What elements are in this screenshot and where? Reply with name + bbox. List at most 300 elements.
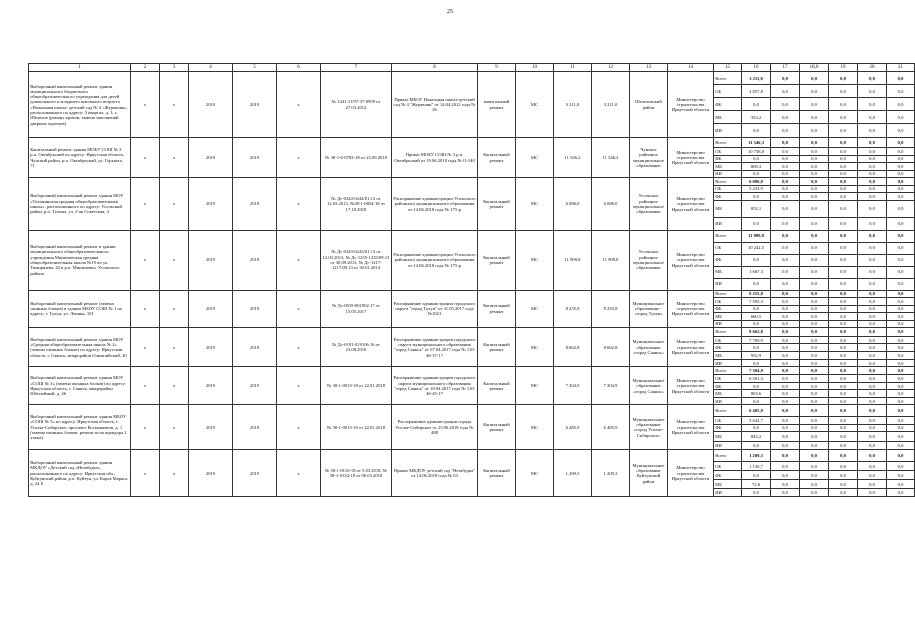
funding-year-value: 0,0 xyxy=(858,217,887,230)
funding-year-value: 0,0 xyxy=(829,450,858,462)
funding-year-value: 0,0 xyxy=(771,178,800,185)
funding-total: 0,0 xyxy=(742,359,771,366)
column-number: 20 xyxy=(858,64,887,72)
funding-year-value: 0,0 xyxy=(829,193,858,200)
funding-source: ФБ xyxy=(714,424,742,431)
funding-year-value: 0,0 xyxy=(829,432,858,442)
funding-year-value: 0,0 xyxy=(800,266,829,278)
funding-source: Всего xyxy=(714,178,742,185)
funding-year-value: 0,0 xyxy=(858,320,887,327)
funding-year-value: 0,0 xyxy=(829,337,858,344)
funding-year-value: 0,0 xyxy=(771,298,800,305)
funding-source: ФБ xyxy=(714,344,742,351)
funding-source: ИИ xyxy=(714,359,742,366)
funding-year-value: 0,0 xyxy=(829,462,858,471)
funding-year-value: 0,0 xyxy=(887,124,915,138)
funding-source: Всего xyxy=(714,138,742,148)
project-work: Капитальный ремонт xyxy=(478,230,516,290)
funding-total: 7 595,3 xyxy=(742,298,771,305)
funding-year-value: 0,0 xyxy=(800,328,829,337)
funding-source: ФБ xyxy=(714,305,742,312)
funding-year-value: 0,0 xyxy=(858,405,887,417)
project-v11: 8 255,8 xyxy=(554,290,592,327)
column-number: 19 xyxy=(829,64,858,72)
funding-year-value: 0,0 xyxy=(829,170,858,177)
project-c2: х xyxy=(131,290,160,327)
funding-year-value: 0,0 xyxy=(858,489,887,497)
funding-year-value: 0,0 xyxy=(858,290,887,297)
funding-year-value: 0,0 xyxy=(887,148,915,155)
funding-year-value: 0,0 xyxy=(771,344,800,351)
funding-year-value: 0,0 xyxy=(771,185,800,192)
funding-year-value: 0,0 xyxy=(858,111,887,124)
funding-source: ОБ xyxy=(714,298,742,305)
project-v12: 6 485,9 xyxy=(592,405,630,450)
project-decision: Приказ МОБУ СОШ № 3 р.п. Октябрьский от 19.06.2018 года № О-140 xyxy=(392,138,478,178)
funding-total: 5 233,9 xyxy=(742,185,771,192)
column-number: 13 xyxy=(630,64,668,72)
project-c4: 2019 xyxy=(189,367,233,405)
funding-total: 11 546,3 xyxy=(742,138,771,148)
funding-year-value: 0,0 xyxy=(800,344,829,351)
funding-year-value: 0,0 xyxy=(771,480,800,489)
project-docs: № Дс-0244-0244/01.13 от 12.03.2013, №38-1-0854-18 от 17.10.2018 xyxy=(321,178,392,230)
column-number: 16 xyxy=(742,64,771,72)
column-number: 1 xyxy=(29,64,131,72)
project-c5: 2019 xyxy=(233,290,277,327)
funding-year-value: 0,0 xyxy=(887,85,915,98)
funding-total: 6 086,0 xyxy=(742,178,771,185)
funding-year-value: 0,0 xyxy=(858,185,887,192)
funding-year-value: 0,0 xyxy=(858,230,887,242)
column-number: 12 xyxy=(592,64,630,72)
project-muni: Муниципальное образование «город Усолье-Сибирское» xyxy=(630,405,668,450)
capital-repair-table xyxy=(28,63,915,497)
funding-year-value: 0,0 xyxy=(800,230,829,242)
funding-year-value: 0,0 xyxy=(858,313,887,320)
funding-year-value: 0,0 xyxy=(771,124,800,138)
funding-year-value: 0,0 xyxy=(887,375,915,382)
funding-year-value: 0,0 xyxy=(800,450,829,462)
project-muni: Чунское районное муниципальное образование xyxy=(630,138,668,178)
funding-year-value: 0,0 xyxy=(800,359,829,366)
funding-year-value: 0,0 xyxy=(887,382,915,389)
funding-year-value: 0,0 xyxy=(829,200,858,217)
funding-year-value: 0,0 xyxy=(829,405,858,417)
project-c3: х xyxy=(160,178,189,230)
funding-year-value: 0,0 xyxy=(771,98,800,111)
project-name: Выборочный капитальный ремонт здания муниципального бюджетного общеобразовательного учреждения для детей дошкольного и младшего школьного возраста «Начальная школа- детский сад № 4 «Журавлик», расположенного по адресу: 3 квартал, д. 3, г. Шелехов (ремонт кровли, замена заполнений дверных проемов) xyxy=(29,72,131,138)
project-c4: 2019 xyxy=(189,328,233,367)
table-body xyxy=(29,64,915,497)
funding-year-value: 0,0 xyxy=(858,305,887,312)
project-work: Капитальный ремонт xyxy=(478,405,516,450)
funding-year-value: 0,0 xyxy=(829,328,858,337)
funding-source: ИИ xyxy=(714,124,742,138)
project-c4: 2019 xyxy=(189,178,233,230)
funding-total: 1 209,3 xyxy=(742,450,771,462)
funding-year-value: 0,0 xyxy=(829,344,858,351)
project-ministry: Министерство строительства Иркутской области xyxy=(668,290,714,327)
funding-year-value: 0,0 xyxy=(887,178,915,185)
funding-year-value: 0,0 xyxy=(887,344,915,351)
funding-year-value: 0,0 xyxy=(858,242,887,254)
funding-source: ИИ xyxy=(714,278,742,290)
funding-source: ФБ xyxy=(714,254,742,266)
funding-year-value: 0,0 xyxy=(858,138,887,148)
funding-year-value: 0,0 xyxy=(858,432,887,442)
funding-total: 0,0 xyxy=(742,382,771,389)
funding-year-value: 0,0 xyxy=(829,417,858,424)
column-number: 18,0 xyxy=(800,64,829,72)
project-decision: Приказ МКДОУ детский сад "Незабудка" от 14.06.2018 года № 63 xyxy=(392,450,478,497)
funding-year-value: 0,0 xyxy=(771,367,800,375)
project-docs: № 38-1-0110-18 от 5.03.2018, № 38-1-0134-18 от 06.03.2018 xyxy=(321,450,392,497)
funding-year-value: 0,0 xyxy=(887,442,915,450)
funding-year-value: 0,0 xyxy=(858,193,887,200)
funding-year-value: 0,0 xyxy=(858,471,887,480)
funding-year-value: 0,0 xyxy=(829,98,858,111)
column-number: 8 xyxy=(392,64,478,72)
column-number: 11 xyxy=(554,64,592,72)
funding-year-value: 0,0 xyxy=(858,170,887,177)
project-c3: х xyxy=(160,328,189,367)
project-c6: х xyxy=(277,290,321,327)
project-decision: Распоряжение администрации Усольского районного муниципального образования от 14.06.2018 года № 175-р xyxy=(392,230,478,290)
funding-year-value: 0,0 xyxy=(800,390,829,397)
funding-source: МБ xyxy=(714,390,742,397)
funding-year-value: 0,0 xyxy=(829,155,858,162)
project-muni: Усольское районное муниципальное образование xyxy=(630,178,668,230)
funding-year-value: 0,0 xyxy=(887,462,915,471)
funding-source: Всего xyxy=(714,230,742,242)
funding-year-value: 0,0 xyxy=(829,320,858,327)
funding-year-value: 0,0 xyxy=(829,489,858,497)
funding-source: Всего xyxy=(714,450,742,462)
project-c3: х xyxy=(160,230,189,290)
project-muni: Шелеховский район xyxy=(630,72,668,138)
project-c6: х xyxy=(277,178,321,230)
project-v11: 8 662,8 xyxy=(554,328,592,367)
funding-year-value: 0,0 xyxy=(858,344,887,351)
funding-year-value: 0,0 xyxy=(771,278,800,290)
project-ministry: Министерство строительства Иркутской области xyxy=(668,328,714,367)
funding-year-value: 0,0 xyxy=(800,85,829,98)
funding-year-value: 0,0 xyxy=(771,313,800,320)
project-name: Выборочный капитальный ремонт здания МОУ «СОШ № 3» (замена оконных блоков) по адресу: Иркутская область, г. Саянск, микрорайон Юбилейный, д. 46 xyxy=(29,367,131,405)
project-c6: х xyxy=(277,328,321,367)
funding-total: 0,0 xyxy=(742,489,771,497)
funding-year-value: 0,0 xyxy=(771,242,800,254)
funding-year-value: 0,0 xyxy=(858,367,887,375)
funding-source: ОБ xyxy=(714,462,742,471)
project-c6: х xyxy=(277,367,321,405)
funding-source: ФБ xyxy=(714,382,742,389)
funding-year-value: 0,0 xyxy=(858,254,887,266)
project-c6: х xyxy=(277,405,321,450)
funding-year-value: 0,0 xyxy=(887,471,915,480)
funding-year-value: 0,0 xyxy=(858,278,887,290)
funding-year-value: 0,0 xyxy=(771,320,800,327)
funding-total: 0,0 xyxy=(742,278,771,290)
funding-year-value: 0,0 xyxy=(829,124,858,138)
funding-year-value: 0,0 xyxy=(800,442,829,450)
funding-year-value: 0,0 xyxy=(858,124,887,138)
funding-year-value: 0,0 xyxy=(771,390,800,397)
funding-year-value: 0,0 xyxy=(887,278,915,290)
funding-source: ФБ xyxy=(714,471,742,480)
funding-year-value: 0,0 xyxy=(887,230,915,242)
funding-year-value: 0,0 xyxy=(829,367,858,375)
funding-year-value: 0,0 xyxy=(771,170,800,177)
project-c4: 2019 xyxy=(189,138,233,178)
funding-year-value: 0,0 xyxy=(800,278,829,290)
project-muni: Муниципальное образование «город Саянск» xyxy=(630,328,668,367)
funding-year-value: 0,0 xyxy=(800,217,829,230)
funding-source: МБ xyxy=(714,432,742,442)
funding-year-value: 0,0 xyxy=(858,200,887,217)
project-v12: 6 086,0 xyxy=(592,178,630,230)
funding-total: 0,0 xyxy=(742,442,771,450)
project-c3: х xyxy=(160,405,189,450)
project-c3: х xyxy=(160,290,189,327)
project-decision: Распоряжение администрации Усольского районного муниципального образования от 14.06.2018 года № 175-р xyxy=(392,178,478,230)
funding-year-value: 0,0 xyxy=(858,351,887,359)
funding-year-value: 0,0 xyxy=(829,382,858,389)
funding-year-value: 0,0 xyxy=(800,313,829,320)
funding-year-value: 0,0 xyxy=(887,489,915,497)
funding-year-value: 0,0 xyxy=(771,305,800,312)
funding-year-value: 0,0 xyxy=(858,375,887,382)
funding-year-value: 0,0 xyxy=(800,185,829,192)
funding-total: 0,0 xyxy=(742,344,771,351)
funding-year-value: 0,0 xyxy=(858,397,887,404)
funding-year-value: 0,0 xyxy=(771,193,800,200)
column-number: 3 xyxy=(160,64,189,72)
project-v11: 3 211,0 xyxy=(554,72,592,138)
funding-year-value: 0,0 xyxy=(887,242,915,254)
column-number: 21 xyxy=(887,64,915,72)
funding-year-value: 0,0 xyxy=(771,254,800,266)
funding-year-value: 0,0 xyxy=(858,266,887,278)
funding-year-value: 0,0 xyxy=(829,111,858,124)
funding-year-value: 0,0 xyxy=(858,480,887,489)
table-row xyxy=(29,367,915,375)
funding-year-value: 0,0 xyxy=(887,480,915,489)
project-work: Капитальный ремонт xyxy=(478,290,516,327)
project-src: МС xyxy=(516,367,554,405)
funding-year-value: 0,0 xyxy=(829,298,858,305)
project-c5: 2019 xyxy=(233,450,277,497)
funding-year-value: 0,0 xyxy=(887,405,915,417)
funding-year-value: 0,0 xyxy=(887,313,915,320)
project-work: Капитальный ремонт xyxy=(478,367,516,405)
funding-total: 808,3 xyxy=(742,163,771,170)
funding-total: 0,0 xyxy=(742,98,771,111)
funding-year-value: 0,0 xyxy=(829,266,858,278)
funding-year-value: 0,0 xyxy=(771,397,800,404)
funding-year-value: 0,0 xyxy=(771,85,800,98)
funding-source: ОБ xyxy=(714,375,742,382)
funding-source: Всего xyxy=(714,367,742,375)
funding-year-value: 0,0 xyxy=(858,442,887,450)
funding-total: 660,5 xyxy=(742,313,771,320)
funding-source: ФБ xyxy=(714,193,742,200)
project-c6: х xyxy=(277,138,321,178)
funding-year-value: 0,0 xyxy=(800,72,829,85)
funding-year-value: 0,0 xyxy=(887,432,915,442)
funding-total: 10 242,5 xyxy=(742,242,771,254)
table-row xyxy=(29,450,915,462)
project-decision: Приказ МБОУ Начальная школа-детский сад № 4 "Журавлик" от 14.04.2012 года № 26 xyxy=(392,72,478,138)
project-c4: 2019 xyxy=(189,450,233,497)
column-number: 17 xyxy=(771,64,800,72)
funding-year-value: 0,0 xyxy=(800,320,829,327)
funding-total: 0,0 xyxy=(742,217,771,230)
column-number: 14 xyxy=(668,64,714,72)
project-src: МС xyxy=(516,72,554,138)
project-name: Выборочный капитальный ремонт в здании муниципального общеобразовательного учреждения Мишелевская средняя общеобразовательная школа №19 по ул. Тимирязева, 42 в р.п. Мишелевка, Усольского района xyxy=(29,230,131,290)
funding-source: ОБ xyxy=(714,337,742,344)
funding-year-value: 0,0 xyxy=(800,178,829,185)
funding-year-value: 0,0 xyxy=(887,217,915,230)
funding-year-value: 0,0 xyxy=(800,382,829,389)
funding-source: МБ xyxy=(714,266,742,278)
funding-year-value: 0,0 xyxy=(829,138,858,148)
project-src: МС xyxy=(516,328,554,367)
funding-year-value: 0,0 xyxy=(829,424,858,431)
funding-year-value: 0,0 xyxy=(800,424,829,431)
funding-year-value: 0,0 xyxy=(887,390,915,397)
funding-year-value: 0,0 xyxy=(771,266,800,278)
funding-year-value: 0,0 xyxy=(887,185,915,192)
funding-total: 0,0 xyxy=(742,193,771,200)
funding-total: 3 211,0 xyxy=(742,72,771,85)
funding-year-value: 0,0 xyxy=(858,148,887,155)
project-muni: Муниципальное образование Куйтунский район xyxy=(630,450,668,497)
project-ministry: Министерство строительства Иркутской области xyxy=(668,450,714,497)
funding-year-value: 0,0 xyxy=(771,328,800,337)
funding-total: 7 709,9 xyxy=(742,337,771,344)
funding-year-value: 0,0 xyxy=(771,375,800,382)
funding-source: МБ xyxy=(714,313,742,320)
project-name: Капитальный ремонт здания МОБУ СОШ № 3 р.п. Октябрьский по адресу: Иркутская область, Чунский район, р.п. Октябрьский, ул. Горького, 71 xyxy=(29,138,131,178)
project-docs: № 38-1-0013-18 от 22.01.2018 xyxy=(321,367,392,405)
funding-total: 0,0 xyxy=(742,397,771,404)
funding-year-value: 0,0 xyxy=(858,359,887,366)
funding-year-value: 0,0 xyxy=(800,367,829,375)
column-number: 15 xyxy=(714,64,742,72)
funding-total: 72,6 xyxy=(742,480,771,489)
funding-total: 8 662,8 xyxy=(742,328,771,337)
funding-year-value: 0,0 xyxy=(800,471,829,480)
funding-year-value: 0,0 xyxy=(887,359,915,366)
funding-year-value: 0,0 xyxy=(829,390,858,397)
funding-source: ОБ xyxy=(714,242,742,254)
project-work: Капитальный ремонт xyxy=(478,178,516,230)
funding-year-value: 0,0 xyxy=(800,254,829,266)
project-c2: х xyxy=(131,138,160,178)
funding-source: ИИ xyxy=(714,489,742,497)
funding-year-value: 0,0 xyxy=(800,98,829,111)
project-v12: 8 255,8 xyxy=(592,290,630,327)
project-work: Капитальный ремонт xyxy=(478,138,516,178)
funding-year-value: 0,0 xyxy=(800,480,829,489)
funding-total: 10 738,0 xyxy=(742,148,771,155)
funding-year-value: 0,0 xyxy=(771,155,800,162)
funding-year-value: 0,0 xyxy=(887,450,915,462)
project-ministry: Министерство строительства Иркутской области xyxy=(668,178,714,230)
funding-year-value: 0,0 xyxy=(800,337,829,344)
funding-year-value: 0,0 xyxy=(800,242,829,254)
funding-year-value: 0,0 xyxy=(858,163,887,170)
funding-source: МБ xyxy=(714,163,742,170)
funding-year-value: 0,0 xyxy=(771,200,800,217)
funding-year-value: 0,0 xyxy=(771,163,800,170)
project-name: Выборочный капитальный ремонт здания МОУ «Средняя общеобразовательная школа № 2» (замена оконных блоков) по адресу: Иркутская область, г. Саянск, микрорайон Олимпийский, 20 xyxy=(29,328,131,367)
project-c5: 2019 xyxy=(233,178,277,230)
project-v12: 7 304,9 xyxy=(592,367,630,405)
funding-year-value: 0,0 xyxy=(887,155,915,162)
column-number: 5 xyxy=(233,64,277,72)
funding-total: 0,0 xyxy=(742,155,771,162)
project-v12: 11 546,2 xyxy=(592,138,630,178)
project-src: МС xyxy=(516,230,554,290)
project-c5: 2019 xyxy=(233,405,277,450)
funding-year-value: 0,0 xyxy=(829,313,858,320)
funding-year-value: 0,0 xyxy=(858,337,887,344)
project-v12: 11 909,8 xyxy=(592,230,630,290)
funding-year-value: 0,0 xyxy=(771,337,800,344)
funding-total: 0,0 xyxy=(742,305,771,312)
funding-total: 0,0 xyxy=(742,254,771,266)
funding-year-value: 0,0 xyxy=(771,417,800,424)
funding-year-value: 0,0 xyxy=(858,424,887,431)
funding-year-value: 0,0 xyxy=(771,359,800,366)
funding-total: 1 667,3 xyxy=(742,266,771,278)
project-work: Капитальный ремонт xyxy=(478,328,516,367)
funding-year-value: 0,0 xyxy=(829,305,858,312)
project-docs: № Дс-0243-0243/01.13 от 12.03.2013, № Дс-1235-1235/09.13 от 30.09.2013, № Дс-1217-1217/09.13 от 30.01.2014 xyxy=(321,230,392,290)
funding-year-value: 0,0 xyxy=(887,305,915,312)
funding-total: 0,0 xyxy=(742,124,771,138)
funding-year-value: 0,0 xyxy=(771,217,800,230)
project-c5: 2019 xyxy=(233,328,277,367)
funding-year-value: 0,0 xyxy=(887,254,915,266)
funding-year-value: 0,0 xyxy=(829,351,858,359)
funding-year-value: 0,0 xyxy=(800,432,829,442)
funding-source: МБ xyxy=(714,480,742,489)
funding-year-value: 0,0 xyxy=(800,193,829,200)
funding-year-value: 0,0 xyxy=(887,200,915,217)
funding-year-value: 0,0 xyxy=(800,462,829,471)
project-c4: 2019 xyxy=(189,72,233,138)
funding-year-value: 0,0 xyxy=(858,155,887,162)
project-docs: № 38-1-6-0783-18 от 23.09.2018 xyxy=(321,138,392,178)
funding-source: МБ xyxy=(714,200,742,217)
column-number: 4 xyxy=(189,64,233,72)
project-c2: х xyxy=(131,450,160,497)
project-src: МС xyxy=(516,290,554,327)
funding-year-value: 0,0 xyxy=(829,242,858,254)
project-c6: х xyxy=(277,230,321,290)
project-c4: 2019 xyxy=(189,230,233,290)
funding-year-value: 0,0 xyxy=(887,328,915,337)
funding-total: 8 255,8 xyxy=(742,290,771,297)
funding-total: 852,1 xyxy=(742,200,771,217)
funding-year-value: 0,0 xyxy=(829,230,858,242)
funding-year-value: 0,0 xyxy=(887,138,915,148)
